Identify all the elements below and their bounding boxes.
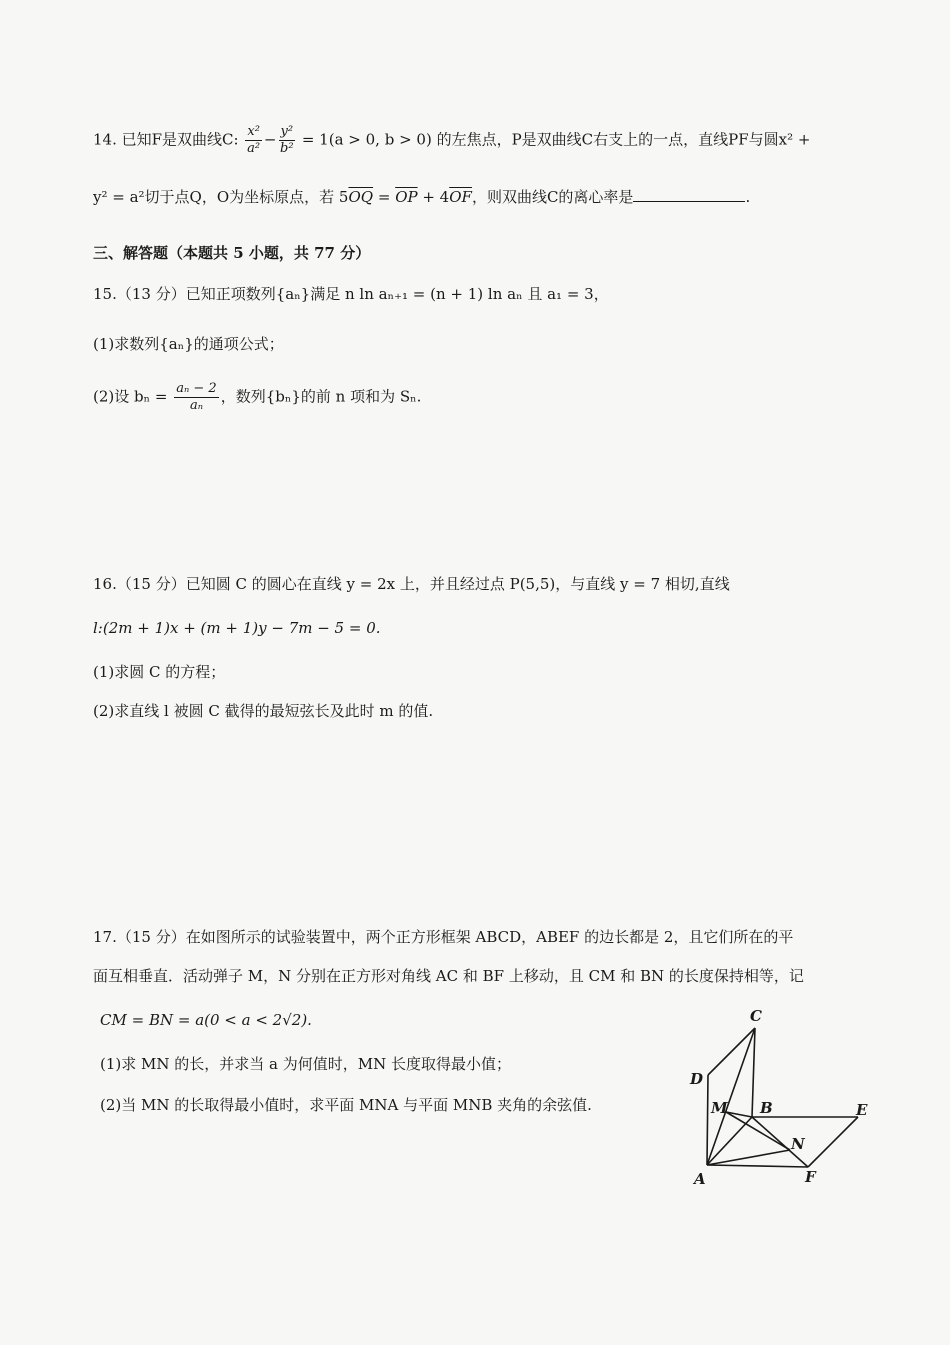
section-3-header: 三、解答题（本题共 5 小题，共 77 分）	[93, 244, 371, 262]
q16-line-equation: l:(2m + 1)x + (m + 1)y − 7m − 5 = 0.	[93, 619, 381, 637]
q17-intro: 17.（15 分）在如图所示的试验装置中，两个正方形框架 ABCD，ABEF 的边长都是 2，且它们所在的平	[93, 928, 794, 946]
q14-text-d: ，则双曲线C的离心率是	[471, 188, 634, 206]
q14-text-a: 已知F是双曲线C:	[121, 130, 239, 149]
q15-intro: 15.（13 分）已知正项数列{aₙ}满足 n ln aₙ₊₁ = (n + 1) ln aₙ 且 a₁ = 3，	[93, 285, 609, 303]
q15-part1: (1)求数列{aₙ}的通项公式；	[93, 335, 284, 353]
q14-plus4: + 4	[417, 188, 450, 206]
q14-eq: =	[373, 188, 396, 206]
vector-oq: $\overline{OQ}$	[348, 188, 374, 206]
label-a: A	[694, 1170, 706, 1188]
q14-frac-y: $\frac{\text{y²}}{\text{b²}}$	[280, 124, 294, 156]
q15-part2	[93, 381, 421, 414]
q15-frac-b: $\frac{\text{aₙ − 2}}{\text{aₙ}}$	[176, 381, 217, 413]
label-e: E	[856, 1101, 868, 1119]
q14-period: .	[745, 188, 751, 206]
q15-part2-post: ，数列{bₙ}的前 n 项和为 Sₙ.	[220, 387, 422, 406]
label-f: F	[805, 1168, 816, 1186]
geometry-figure	[680, 1000, 880, 1190]
label-m: M	[711, 1099, 728, 1117]
edge-fa	[707, 1165, 808, 1167]
q17-part1: (1)求 MN 的长，并求当 a 为何值时，MN 长度取得最小值；	[100, 1055, 512, 1073]
edge-ad	[707, 1075, 708, 1165]
label-d: D	[690, 1070, 704, 1088]
label-n: N	[791, 1135, 805, 1153]
q16-intro: 16.（15 分）已知圆 C 的圆心在直线 y = 2x 上，并且经过点 P(5,5)，与直线 y = 7 相切,直线	[93, 575, 730, 593]
q14-minus: −	[263, 130, 277, 149]
diagonal-ac	[707, 1028, 755, 1165]
answer-blank[interactable]	[633, 187, 745, 202]
q16-part1: (1)求圆 C 的方程；	[93, 663, 226, 681]
edge-ef	[808, 1117, 858, 1167]
q14-line1	[93, 124, 810, 157]
q14-frac-x: $\frac{\text{x²}}{\text{a²}}$	[247, 124, 261, 156]
edge-dc	[708, 1028, 755, 1075]
q14-line2	[93, 186, 750, 208]
q14-number: 14.	[93, 130, 117, 149]
q17-line3: CM = BN = a(0 < a < 2√2).	[100, 1011, 312, 1029]
q17-line2: 面互相垂直．活动弹子 M，N 分别在正方形对角线 AC 和 BF 上移动，且 CM 和 BN 的长度保持相等，记	[93, 967, 804, 985]
label-c: C	[750, 1007, 762, 1025]
edge-cb	[752, 1028, 755, 1117]
q14-text-b: = 1(a > 0, b > 0) 的左焦点，P是双曲线C右支上的一点，直线PF与圆x² +	[301, 130, 811, 149]
q16-part2: (2)求直线 l 被圆 C 截得的最短弦长及此时 m 的值.	[93, 702, 434, 720]
label-b: B	[760, 1099, 773, 1117]
q17-part2: (2)当 MN 的长取得最小值时，求平面 MNA 与平面 MNB 夹角的余弦值.	[100, 1096, 592, 1114]
q14-text-c: y² = a²切于点Q，O为坐标原点，若 5	[93, 188, 349, 206]
vector-op: $\overline{OP}$	[395, 188, 418, 206]
vector-of: $\overline{OF}$	[449, 188, 472, 206]
q15-part2-pre: (2)设 bₙ =	[93, 387, 168, 406]
